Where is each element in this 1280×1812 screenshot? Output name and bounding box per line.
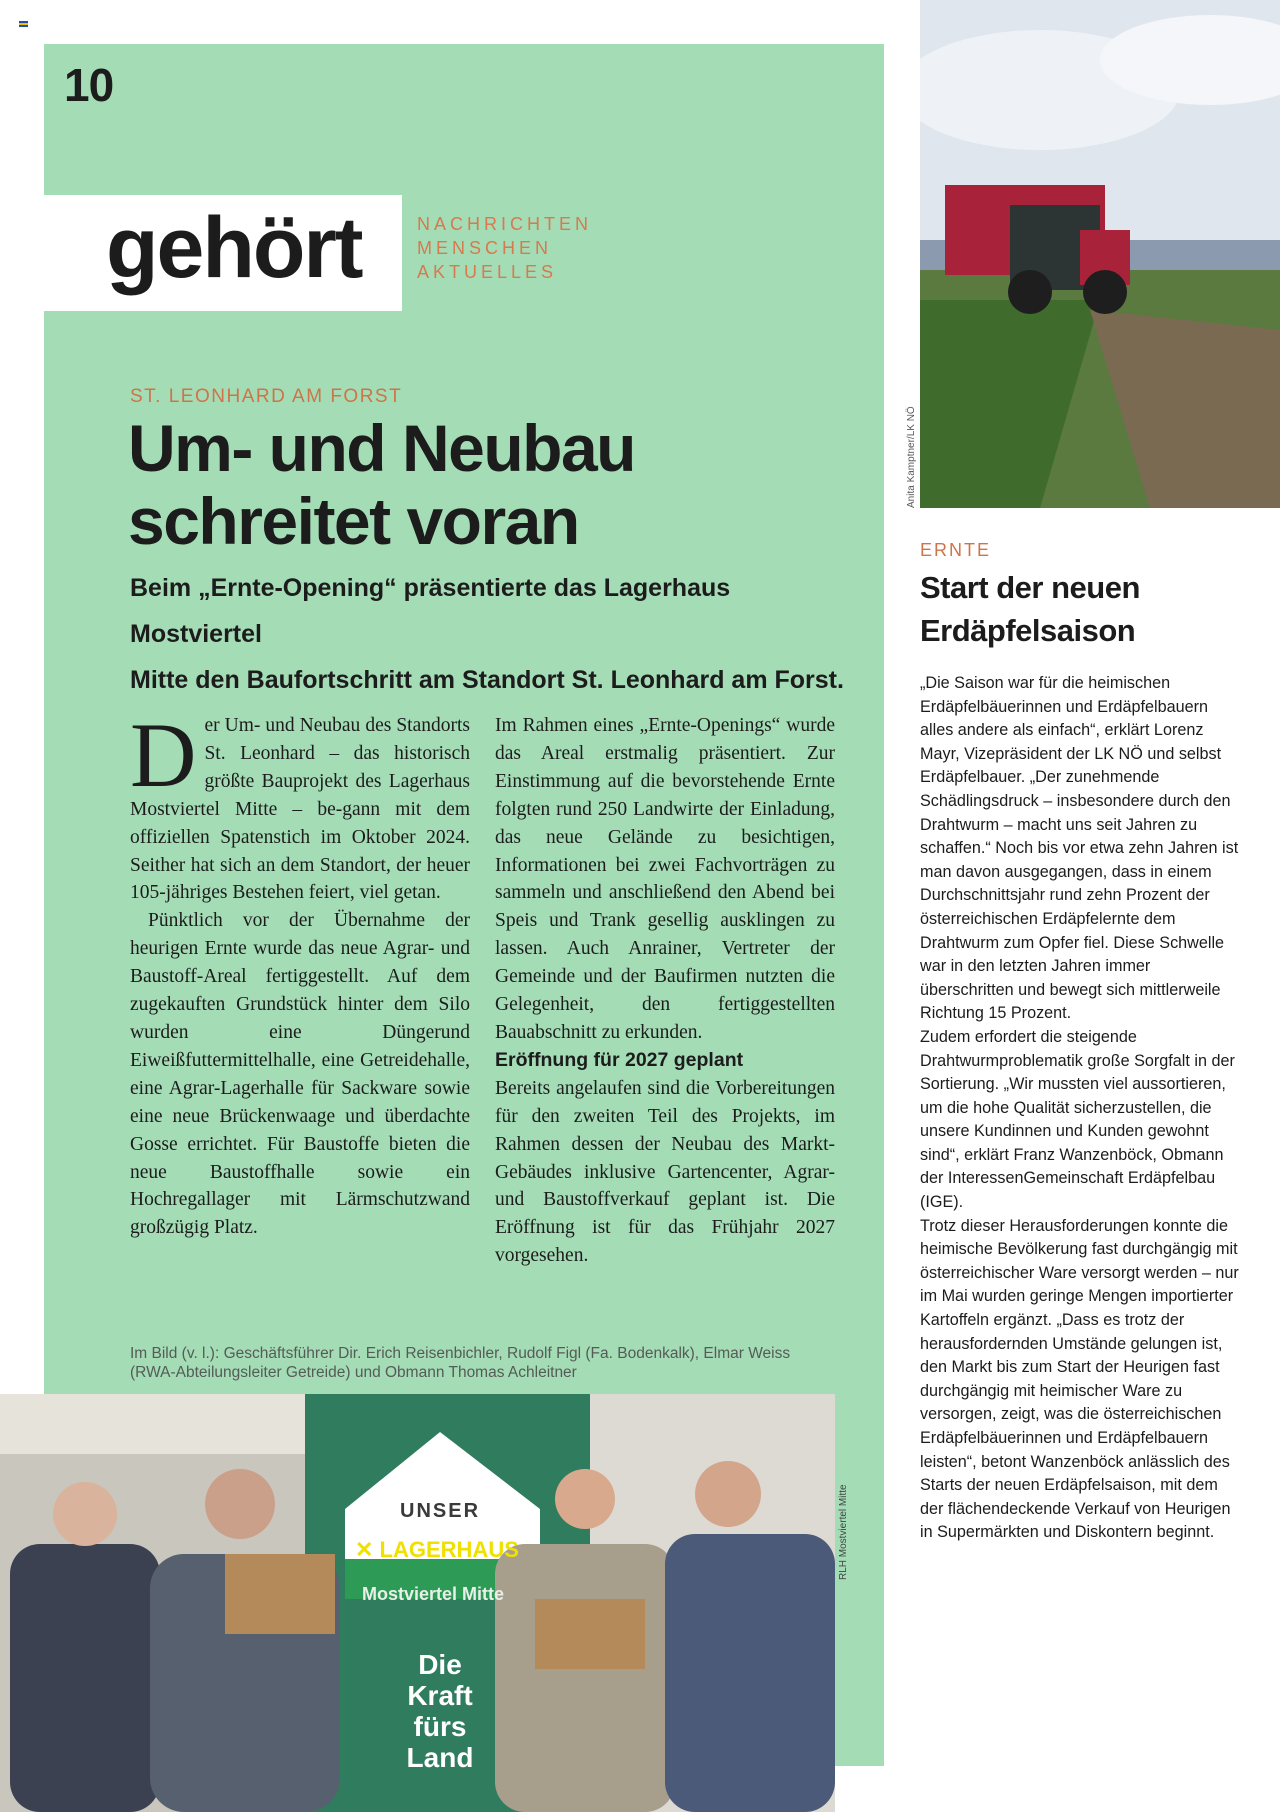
sidebar-paragraph-3: Trotz dieser Herausforderungen konnte die heimische Bevölkerung fast durchgängig mit österreichischer Ware versorgt werden – nur im Mai wurden geringe Mengen importierter Kartoffeln ergänzt. „Dass es trotz der herausfordernden Umstände gelungen ist, den Markt bis zum Start der Heurigen fast durchgängig mit heimischer Ware zu versorgen, zeigt, was die österreichischen Erdäpfelbäuerinnen und Erdäpfelbauern leisten“, betont Wanzenböck anlässlich des Starts der neuen Erdäpfelsaison, mit dem der flächendeckende Verkauf von Heurigen in Supermärkten und Diskontern beginnt. <box>920 1216 1239 1542</box>
sidebar-headline-line-1: Start der neuen <box>920 570 1140 605</box>
harvester-photo-illustration <box>920 0 1280 508</box>
harvester-photo-credit: Anita Kamptner/LK NÖ <box>906 406 917 508</box>
article-kicker: ST. LEONHARD AM FORST <box>130 386 403 407</box>
section-tags <box>417 212 592 284</box>
lead-line-1: Beim „Ernte-Opening“ präsentierte das Lagerhaus Mostviertel <box>130 574 731 648</box>
paragraph-2: Pünktlich vor der Übernahme der heurigen Ernte wurde das neue Agrar- und Baustoff-Areal fertiggestellt. Auf dem zugekauften Grundstück hinter dem Silo wurden eine Düngerund Eiweißfuttermittelhalle, eine Getreidehalle, eine Agrar-Lagerhalle für Sackware sowie eine neue Brückenwaage und überdachte Gosse errichtet. Für Baustoffe bieten die neue Baustoffhalle sowie ein Hochregallager mit Lärmschutzwand großzügig Platz. <box>130 910 470 1239</box>
tag-nachrichten: NACHRICHTEN <box>417 214 593 234</box>
flag-icon <box>19 21 28 27</box>
sidebar-paragraph-1: „Die Saison war für die heimischen Erdäpfelbäuerinnen und Erdäpfelbauern alles andere als einfach“, erklärt Lorenz Mayr, Vizepräsident der LK NÖ und selbst Erdäpfelbauer. „Der zunehmende Schädlingsdruck – insbesondere durch den Drahtwurm – macht uns seit Jahren zu schaffen.“ Noch bis vor etwa zehn Jahren ist man davon ausgegangen, dass in einem Durchschnittsjahr rund zehn Prozent der österreichischen Erdäpfelernte dem Drahtwurm zum Opfer fiel. Diese Schwelle war in den letzten Jahren immer überschritten und bewegt sich mittlerweile Richtung 15 Prozent. <box>920 674 1239 1023</box>
tag-menschen: MENSCHEN <box>417 238 553 258</box>
headline-line-1: Um- und Neubau <box>128 411 635 485</box>
banner-mostviertel: Mostviertel Mitte <box>362 1584 505 1604</box>
banner-slogan <box>395 1649 485 1773</box>
banner-lagerhaus: ✕ LAGERHAUS <box>355 1537 519 1562</box>
headline-line-2: schreitet voran <box>128 484 579 558</box>
group-photo-credit: RLH Mostviertel Mitte <box>838 1484 849 1580</box>
slogan-line-3: fürs <box>413 1711 467 1742</box>
paragraph-1: er Um- und Neubau des Standorts St. Leonhard – das historisch größte Bauprojekt des Lagerhaus Mostviertel Mitte – be-gann mit dem offiziellen Spatenstich im Oktober 2024. Seither hat sich an dem Standort, der heuer 105-jähriges Bestehen feiert, viel getan. <box>130 715 470 904</box>
sidebar-kicker: ERNTE <box>920 540 992 560</box>
sidebar-paragraph-2: Zudem erfordert die steigende Drahtwurmproblematik große Sorgfalt in der Sortierung. „Wir mussten viel aussortieren, um die hohe Qualität sicherzustellen, die unsere Kundinnen und Kunden gewohnt sind“, erklärt Franz Wanzenböck, Obmann der InteressenGemeinschaft Erdäpfelbau (IGE). <box>920 1027 1235 1212</box>
tag-aktuelles: AKTUELLES <box>417 262 558 282</box>
harvester-photo <box>920 0 1280 508</box>
slogan-line-1: Die <box>418 1649 462 1680</box>
drop-cap: D <box>130 704 197 806</box>
sidebar-headline <box>920 566 1250 652</box>
paragraph-4: Bereits angelaufen sind die Vorbereitungen für den zweiten Teil des Projekts, im Rahmen dessen der Neubau des Markt-Gebäudes inklusive Gartencenter, Agrar- und Baustoffverkauf geplant ist. Die Eröffnung ist für das Frühjahr 2027 vorgesehen. <box>495 1077 835 1267</box>
paragraph-3: Im Rahmen eines „Ernte-Openings“ wurde das Areal erstmalig präsentiert. Zur Einstimmung auf die bevorstehende Ernte folgten rund 250 Landwirte der Einladung, das neue Gelände zu besichtigen, Informationen bei zwei Fachvorträgen zu sammeln und anschließend den Abend bei Speis und Trank gesellig ausklingen zu lassen. Auch Anrainer, Vertreter der Gemeinde und der Baufirmen nutzten die Gelegenheit, den fertiggestellten Bauabschnitt zu erkunden. <box>495 715 835 1043</box>
article-subhead: Eröffnung für 2027 geplant <box>495 1048 744 1071</box>
section-logo: gehört <box>106 200 362 296</box>
slogan-line-2: Kraft <box>407 1680 473 1711</box>
lead-line-2: Mitte den Baufortschritt am Standort St. Leonhard am Forst. <box>130 666 844 694</box>
article-headline <box>128 412 828 558</box>
article-column-2 <box>495 712 835 1270</box>
article-lead <box>130 565 850 703</box>
slogan-line-4: Land <box>406 1742 474 1773</box>
group-photo <box>0 1394 835 1812</box>
page-number: 10 <box>64 59 114 111</box>
article-column-1 <box>130 704 470 1242</box>
sidebar-body <box>920 672 1240 1545</box>
sidebar-headline-line-2: Erdäpfelsaison <box>920 613 1136 648</box>
photo-caption: Im Bild (v. l.): Geschäftsführer Dir. Erich Reisenbichler, Rudolf Figl (Fa. Bodenkalk), Elmar Weiss (RWA-Abteilungsleiter Getreide) und Obmann Thomas Achleitner <box>130 1345 791 1381</box>
banner-unser: UNSER <box>400 1500 481 1522</box>
